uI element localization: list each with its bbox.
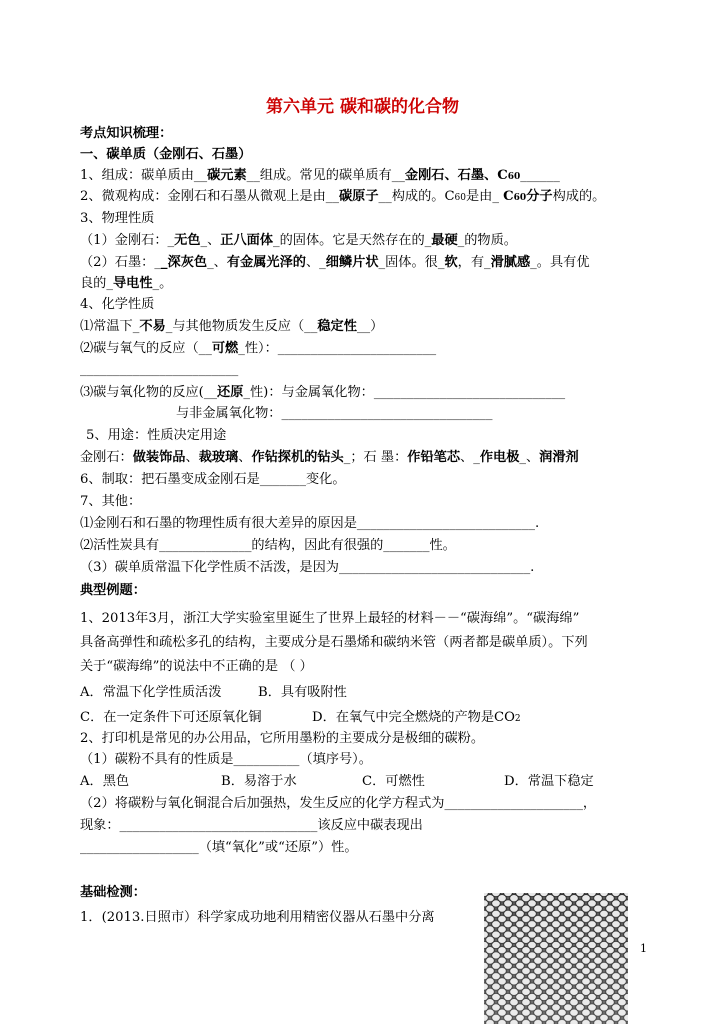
q2-sub-1: （1）碳粉不具有的性质是__________（填序号）。 <box>80 752 372 767</box>
q2-option-b: B．易溶于水 <box>221 774 297 789</box>
q1-option-b: B．具有吸附性 <box>258 685 347 700</box>
chem-combustion-blank: ________________________ <box>80 362 239 377</box>
section-carbon-elements-heading: 一、碳单质（金刚石、石墨） <box>80 147 252 162</box>
chemical-properties-heading: 4、化学性质 <box>80 297 155 312</box>
q2-sub-2-phenomenon: 现象：______________________________该反应中碳表现出 <box>80 818 423 833</box>
graphite-physical-line: （2）石墨：__深灰色_、有金属光泽的、_细鳞片状_固体。很_软，有_滑腻感_。具有优 <box>80 255 590 270</box>
basic-test-heading: 基础检测： <box>80 885 146 900</box>
chem-reduction-line: ⑶碳与氧化物的反应(__还原_性)：与金属氧化物：_____________________________ <box>80 385 566 400</box>
graphene-lattice-image <box>484 893 628 1024</box>
chem-reduction-nonmetal-line: 与非金属氧化物：________________________________ <box>176 406 493 421</box>
q1-option-a: A．常温下化学性质活泼 <box>80 685 222 700</box>
q2-line-1: 2、打印机是常见的办公用品，它所用墨粉的主要成分是极细的碳粉。 <box>80 731 485 746</box>
examples-heading: 典型例题： <box>80 583 146 598</box>
q1-line-2: 具备高弹性和疏松多孔的结构，主要成分是石墨烯和碳纳米管（两者都是碳单质）。下列 <box>80 635 588 650</box>
q2-sub-2: （2）将碳粉与氧化铜混合后加强热，发生反应的化学方程式为_____________________， <box>80 796 597 811</box>
q1-option-d: D．在氧气中完全燃烧的产物是CO2 <box>312 710 521 725</box>
uses-heading: 5、用途：性质决定用途 <box>86 428 227 443</box>
other-item-1: ⑴金刚石和石墨的物理性质有很大差异的原因是___________________________. <box>80 516 540 531</box>
other-item-3: （3）碳单质常温下化学性质不活泼，是因为_____________________________. <box>80 560 535 575</box>
other-heading: 7、其他： <box>80 494 142 509</box>
q2-option-c: C．可燃性 <box>362 774 425 789</box>
q1-line-1: 1、2013年3月，浙江大学实验室里诞生了世界上最轻的材料－－“碳海绵”。“碳海绵” <box>80 611 580 626</box>
graphite-conductivity-line: 良的_导电性_。 <box>80 276 173 291</box>
micro-structure-line: 2、微观构成：金刚石和石墨从微观上是由__碳原子__构成的。C60是由_ C60分子构成的。 <box>80 189 606 204</box>
q1-option-c: C．在一定条件下可还原氧化铜 <box>80 710 262 725</box>
q2-sub-2-property: __________________（填“氧化”或“还原”）性。 <box>80 840 358 855</box>
other-item-2: ⑵活性炭具有______________的结构，因此有很强的_______性。 <box>80 538 456 553</box>
knowledge-heading: 考点知识梳理： <box>80 126 173 141</box>
chem-combustion-line: ⑵碳与氧气的反应（__可燃_性）：________________________ <box>80 341 437 356</box>
diamond-physical-line: （1）金刚石：_无色_、正八面体_的固体。它是天然存在的_最硬_的物质。 <box>80 233 517 248</box>
q2-option-d: D．常温下稳定 <box>504 774 594 789</box>
composition-line: 1、组成：碳单质由__碳元素__组成。常见的碳单质有__金刚石、石墨、C60______ <box>80 168 560 183</box>
q2-option-a: A．黑色 <box>80 774 130 789</box>
uses-line: 金刚石：做装饰品、裁玻璃、作钻探机的钻头_；石 墨：作铅笔芯、_作电极_、润滑剂 <box>80 450 579 465</box>
page-number: 1 <box>640 942 647 955</box>
page-title: 第六单元 碳和碳的化合物 <box>266 97 459 117</box>
basic-q1-line: 1．(2013.日照市）科学家成功地利用精密仪器从石墨中分离 <box>80 910 435 925</box>
chem-stability-line: ⑴常温下_不易_与其他物质发生反应（__稳定性__） <box>80 319 384 334</box>
physical-properties-heading: 3、物理性质 <box>80 211 155 226</box>
preparation-line: 6、制取：把石墨变成金刚石是_______变化。 <box>80 472 346 487</box>
q1-line-3: 关于“碳海绵”的说法中不正确的是 （ ） <box>80 659 313 674</box>
